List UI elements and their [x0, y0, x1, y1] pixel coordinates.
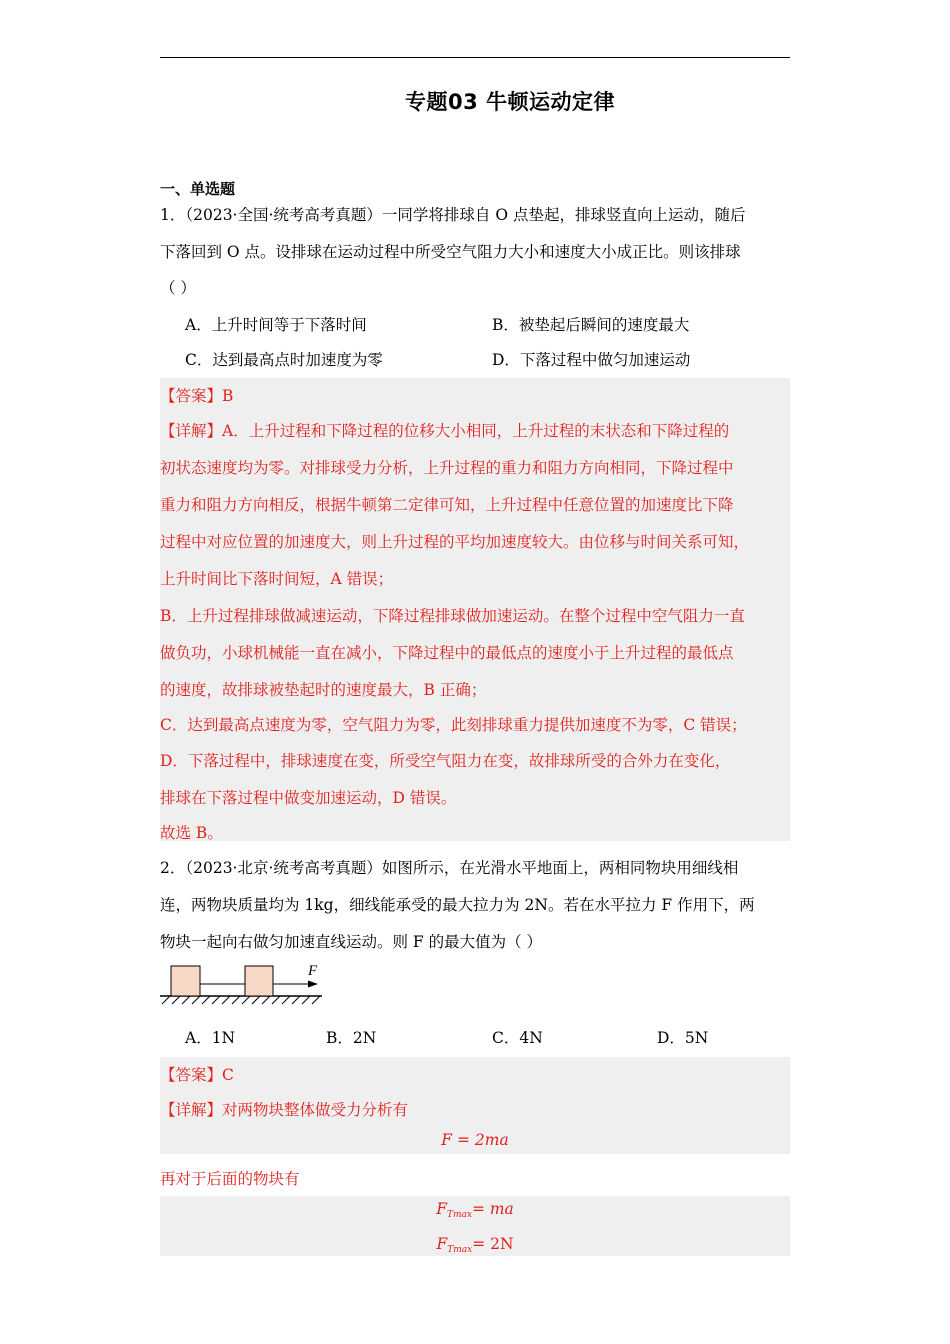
q1-explanation-line: 做负功，小球机械能一直在减小，下降过程中的最低点的速度小于上升过程的最低点: [160, 644, 734, 662]
q1-explanation-line: 故选 B。: [160, 824, 223, 842]
q1-explanation-line: 初状态速度均为零。对排球受力分析，上升过程的重力和阻力方向相同，下降过程中: [160, 459, 734, 477]
q2-equation-3: [160, 1235, 790, 1255]
q2-stem-line-3: 物块一起向右做匀加速直线运动。则 F 的最大值为（ ）: [160, 933, 543, 951]
q1-explanation-line: 重力和阻力方向相反，根据牛顿第二定律可知，上升过程中任意位置的加速度比下降: [160, 496, 734, 514]
force-symbol: F: [436, 1200, 447, 1218]
q2-explanation-intro: 【详解】对两物块整体做受力分析有: [160, 1101, 409, 1119]
q1-explanation-line: 【详解】A．上升过程和下降过程的位移大小相同，上升过程的末状态和下降过程的: [160, 422, 730, 440]
q2-option-c: C．4N: [492, 1029, 543, 1047]
header-rule: [160, 57, 790, 58]
two-blocks-figure: [160, 962, 330, 1008]
q2-mid-text: 再对于后面的物块有: [160, 1170, 300, 1188]
q1-option-c: C．达到最高点时加速度为零: [185, 351, 383, 369]
q1-explanation-line: 上升时间比下落时间短，A 错误；: [160, 570, 394, 588]
block-left: [171, 966, 200, 996]
q1-option-d: D．下落过程中做匀加速运动: [492, 351, 691, 369]
q2-stem-line-2: 连，两物块质量均为 1kg，细线能承受的最大拉力为 2N。若在水平拉力 F 作用下，两: [160, 896, 755, 914]
block-right: [245, 966, 273, 996]
q2-option-d: D．5N: [657, 1029, 709, 1047]
q1-stem-line-3: （ ）: [160, 279, 196, 297]
section-heading: 一、单选题: [160, 180, 236, 198]
q2-equation-3-rhs: = 2N: [472, 1235, 514, 1253]
q2-equation-1: [160, 1131, 790, 1149]
q1-stem-line-2: 下落回到 O 点。设排球在运动过程中所受空气阻力大小和速度大小成正比。则该排球: [160, 243, 741, 261]
q1-explanation-line: D．下落过程中，排球速度在变，所受空气阻力在变，故排球所受的合外力在变化，: [160, 752, 731, 770]
q1-explanation-line: C．达到最高点速度为零，空气阻力为零，此刻排球重力提供加速度不为零，C 错误；: [160, 716, 747, 734]
q2-equation-2: [160, 1200, 790, 1220]
tmax-subscript: Tmax: [447, 1245, 473, 1255]
q1-answer: 【答案】B: [160, 387, 234, 405]
ground-hatching: [162, 996, 320, 1004]
q2-equation-2-rhs: = ma: [471, 1200, 514, 1218]
q2-stem-line-1: 2．（2023·北京·统考高考真题）如图所示，在光滑水平地面上，两相同物块用细线相: [160, 859, 739, 877]
q2-option-b: B．2N: [326, 1029, 377, 1047]
q2-equation-1-text: F = 2ma: [441, 1131, 509, 1149]
q1-option-a: A．上升时间等于下落时间: [185, 316, 367, 334]
tmax-subscript: Tmax: [446, 1210, 472, 1220]
q1-explanation-line: 过程中对应位置的加速度大，则上升过程的平均加速度较大。由位移与时间关系可知，: [160, 533, 750, 551]
q1-option-b: B．被垫起后瞬间的速度最大: [492, 316, 690, 334]
force-arrow-head: [308, 981, 318, 988]
force-symbol: F: [436, 1235, 448, 1253]
force-label: F: [308, 963, 318, 979]
q2-answer: 【答案】C: [160, 1066, 234, 1084]
page-title: 专题03 牛顿运动定律: [404, 90, 616, 114]
q1-explanation-line: 的速度，故排球被垫起时的速度最大，B 正确；: [160, 681, 487, 699]
q2-option-a: A．1N: [185, 1029, 236, 1047]
q1-explanation-line: B．上升过程排球做减速运动，下降过程排球做加速运动。在整个过程中空气阻力一直: [160, 607, 745, 625]
q1-stem-line-1: 1．（2023·全国·统考高考真题）一同学将排球自 O 点垫起，排球竖直向上运动，随后: [160, 206, 746, 224]
q1-explanation-line: 排球在下落过程中做变加速运动，D 错误。: [160, 789, 457, 807]
